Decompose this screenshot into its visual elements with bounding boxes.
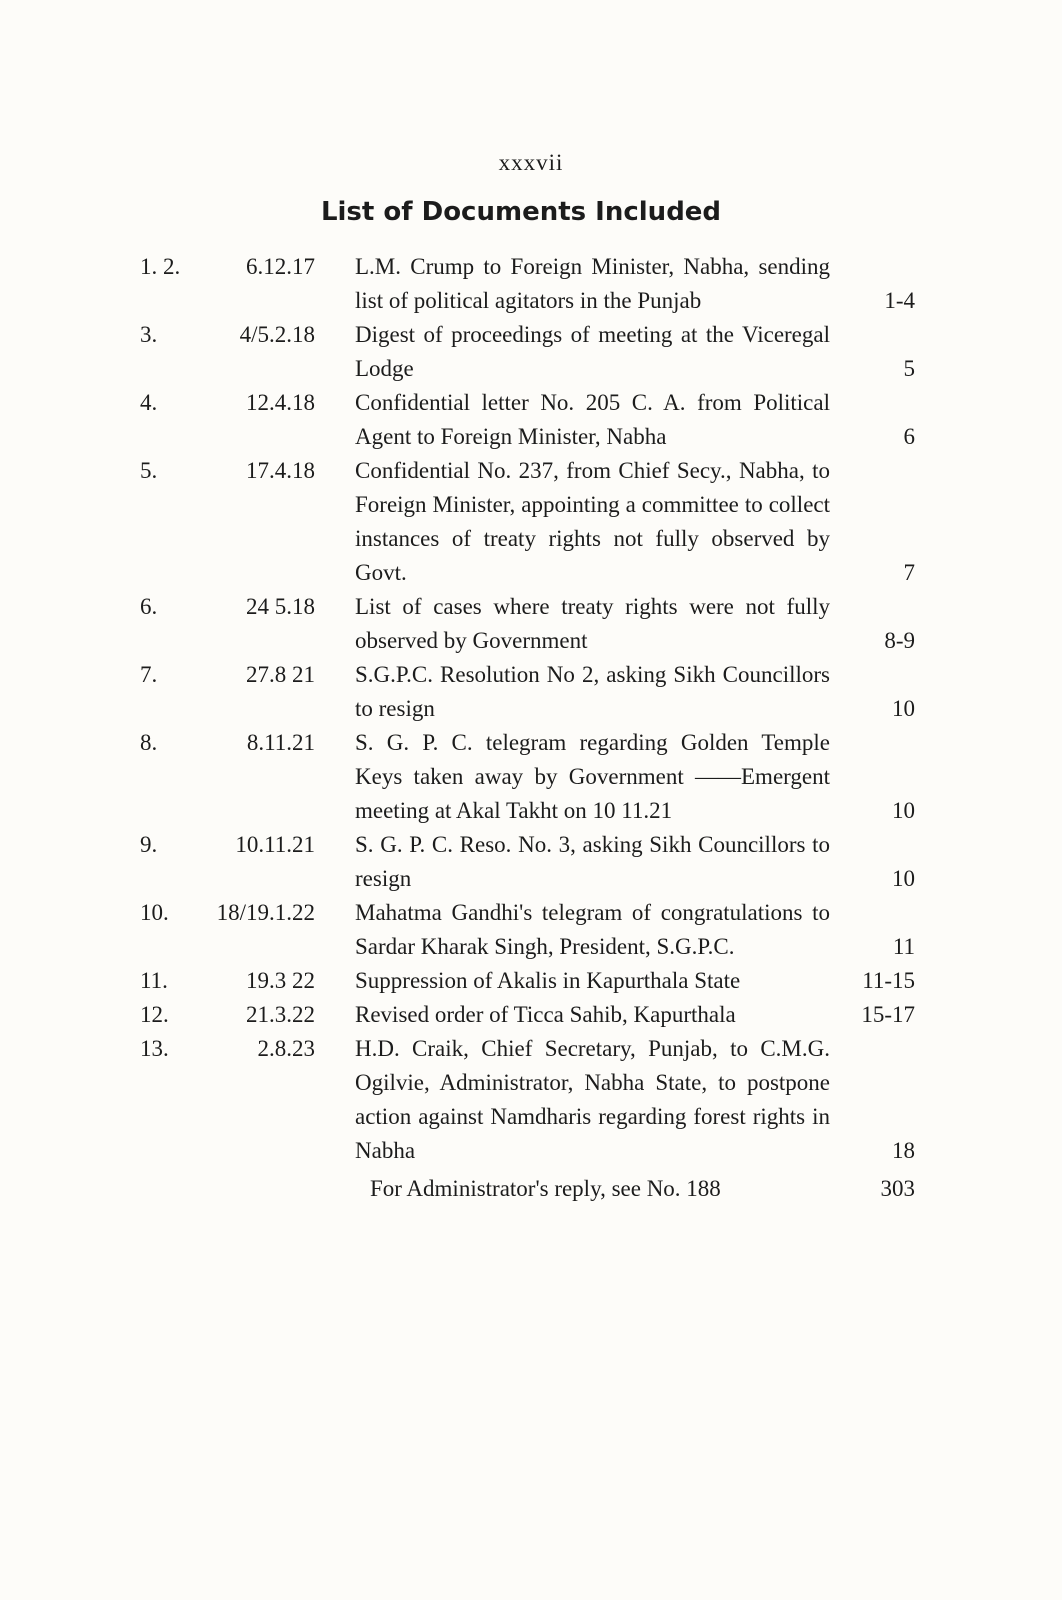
list-item [140,1032,915,1168]
entry-page: 10 [892,696,915,721]
entry-page: 11-15 [862,968,915,993]
entry-description: List of cases where treaty rights were not fully observed by Government [355,594,830,653]
entry-page: 10 [892,866,915,891]
entry-number: 6. [140,594,158,619]
list-item [140,998,915,1032]
entry-date: 17.4.18 [246,458,315,483]
entry-number: 1. 2. [140,254,181,279]
entry-description: Confidential letter No. 205 C. A. from Political Agent to Foreign Minister, Nabha [355,390,830,449]
entry-page: 10 [892,798,915,823]
entry-description: S.G.P.C. Resolution No 2, asking Sikh Councillors to resign [355,662,830,721]
list-item [140,318,915,386]
page-number: xxxvii [498,150,564,175]
entry-number: 12. [140,1002,169,1027]
list-item [140,250,915,318]
entry-description: S. G. P. C. telegram regarding Golden Temple Keys taken away by Government ——Emergent meeting at Akal Takht on 10 11.21 [355,730,830,823]
list-item [140,964,915,998]
entry-number: 13. [140,1036,169,1061]
cross-reference-note [140,1172,915,1206]
entry-description: H.D. Craik, Chief Secretary, Punjab, to C.M.G. Ogilvie, Administrator, Nabha State, to postpone action against Namdharis regarding forest rights in Nabha [355,1036,830,1163]
entry-number: 8. [140,730,158,755]
list-item [140,828,915,896]
entry-date: 18/19.1.22 [216,900,315,925]
list-item [140,590,915,658]
entry-number: 10. [140,900,169,925]
entry-number: 3. [140,322,158,347]
entry-page: 11 [892,934,915,959]
entry-date: 4/5.2.18 [239,322,315,347]
entry-date: 19.3 22 [246,968,315,993]
entry-date: 6.12.17 [246,254,315,279]
entry-number: 9. [140,832,158,857]
page-title: List of Documents Included [320,197,722,227]
entry-date: 12.4.18 [246,390,315,415]
entry-number: 11. [140,968,168,993]
entry-date: 21.3.22 [246,1002,315,1027]
list-item [140,726,915,828]
entry-page: 7 [903,560,915,585]
entry-date: 27.8 21 [246,662,315,687]
entry-page: 6 [903,424,915,449]
entry-page: 1-4 [884,288,915,313]
list-item [140,658,915,726]
entry-number: 7. [140,662,158,687]
list-item [140,454,915,590]
list-item [140,386,915,454]
entry-page: 8-9 [884,628,915,653]
entry-description: Revised order of Ticca Sahib, Kapurthala [355,1002,736,1027]
entry-description: S. G. P. C. Reso. No. 3, asking Sikh Councillors to resign [355,832,830,891]
entry-page: 18 [892,1138,915,1163]
entry-number: 4. [140,390,158,415]
entry-date: 10.11.21 [235,832,315,857]
list-item [140,896,915,964]
note-page: 303 [880,1176,915,1201]
entry-page: 5 [903,356,915,381]
entry-description: Suppression of Akalis in Kapurthala State [355,968,741,993]
entry-date: 24 5.18 [246,594,315,619]
entry-description: L.M. Crump to Foreign Minister, Nabha, sending list of political agitators in the Punjab [355,254,830,313]
note-text: For Administrator's reply, see No. 188 [370,1176,721,1201]
entry-page: 15-17 [861,1002,915,1027]
document-list [140,250,915,1206]
entry-number: 5. [140,458,158,483]
entry-date: 8.11.21 [246,730,315,755]
entry-description: Mahatma Gandhi's telegram of congratulations to Sardar Kharak Singh, President, S.G.P.C. [355,900,830,959]
entry-description: Digest of proceedings of meeting at the Viceregal Lodge [355,322,830,381]
entry-description: Confidential No. 237, from Chief Secy., Nabha, to Foreign Minister, appointing a committee to collect instances of treaty rights not fully observed by Govt. [355,458,830,585]
entry-date: 2.8.23 [257,1036,315,1061]
